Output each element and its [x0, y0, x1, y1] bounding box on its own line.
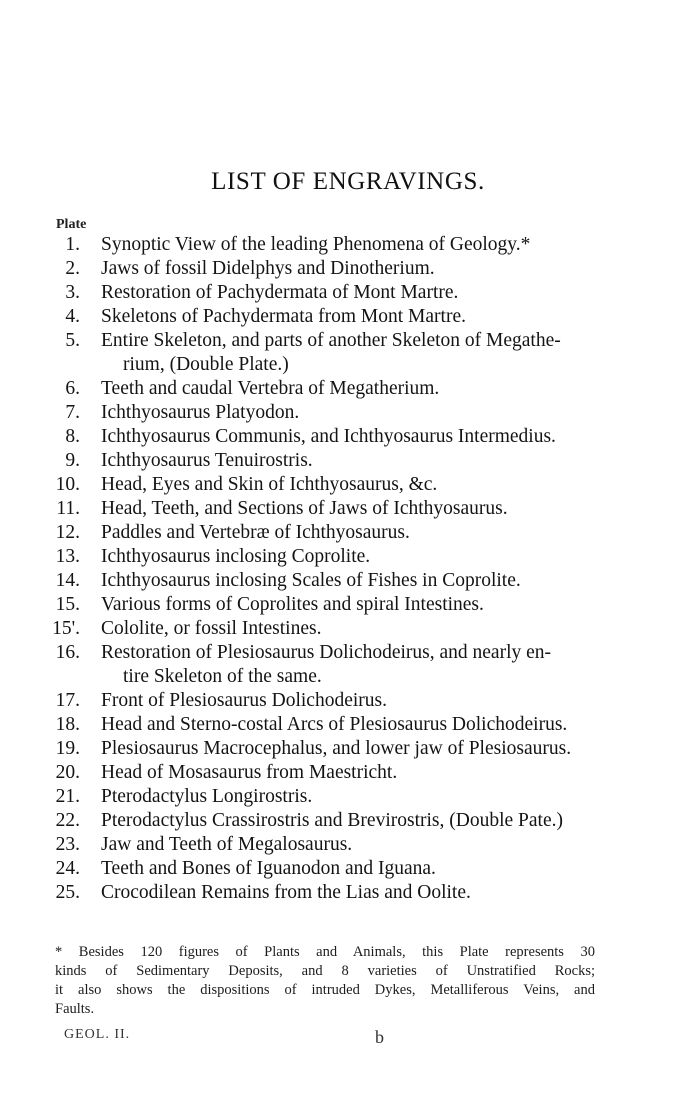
plate-number: 6.	[65, 378, 80, 399]
plate-description: Ichthyosaurus Tenuirostris.	[101, 450, 313, 471]
list-item	[0, 257, 696, 281]
list-item	[0, 521, 696, 545]
plate-description: Entire Skeleton, and parts of another Skeleton of Megathe-	[101, 330, 561, 351]
engravings-list	[0, 233, 696, 905]
list-item	[0, 473, 696, 497]
plate-number: 24.	[55, 858, 80, 879]
plate-description: Ichthyosaurus inclosing Scales of Fishes in Coprolite.	[101, 570, 521, 591]
list-item	[0, 713, 696, 737]
list-item	[0, 497, 696, 521]
plate-number: 21.	[55, 786, 80, 807]
list-item	[0, 329, 696, 377]
plate-number: 5.	[65, 330, 80, 351]
plate-number: 9.	[65, 450, 80, 471]
list-item	[0, 449, 696, 473]
footnote	[55, 943, 595, 1019]
list-item	[0, 617, 696, 641]
plate-description: Head, Teeth, and Sections of Jaws of Ichthyosaurus.	[101, 498, 508, 519]
plate-description: Head of Mosasaurus from Maestricht.	[101, 762, 398, 783]
plate-description-continued: tire Skeleton of the same.	[123, 666, 322, 687]
plate-number: 15'.	[52, 618, 80, 639]
list-item	[0, 593, 696, 617]
plate-description: Paddles and Vertebræ of Ichthyosaurus.	[101, 522, 410, 543]
plate-description: Cololite, or fossil Intestines.	[101, 618, 322, 639]
plate-number: 20.	[55, 762, 80, 783]
plate-number: 1.	[65, 234, 80, 255]
list-item	[0, 233, 696, 257]
plate-description: Restoration of Pachydermata of Mont Martre.	[101, 282, 459, 303]
signature-mark: GEOL. II.	[64, 1027, 131, 1042]
list-item	[0, 281, 696, 305]
plate-number: 7.	[65, 402, 80, 423]
footnote-line: it also shows the dispositions of intruded Dykes, Metalliferous Veins, and	[55, 982, 595, 998]
plate-description: Ichthyosaurus Communis, and Ichthyosaurus Intermedius.	[101, 426, 556, 447]
list-item	[0, 569, 696, 593]
list-item	[0, 377, 696, 401]
list-item	[0, 689, 696, 713]
plate-number: 22.	[55, 810, 80, 831]
plate-description: Teeth and Bones of Iguanodon and Iguana.	[101, 858, 436, 879]
plate-number: 18.	[55, 714, 80, 735]
list-item	[0, 809, 696, 833]
plate-description: Synoptic View of the leading Phenomena of Geology.*	[101, 234, 531, 255]
plate-number: 17.	[55, 690, 80, 711]
plate-number: 12.	[55, 522, 80, 543]
list-item	[0, 545, 696, 569]
plate-description: Plesiosaurus Macrocephalus, and lower jaw of Plesiosaurus.	[101, 738, 572, 759]
list-item	[0, 737, 696, 761]
plate-description: Pterodactylus Longirostris.	[101, 786, 313, 807]
plate-number: 11.	[56, 498, 80, 519]
list-item	[0, 785, 696, 809]
plate-number: 19.	[55, 738, 80, 759]
list-item	[0, 857, 696, 881]
plate-number: 14.	[55, 570, 80, 591]
plate-description: Crocodilean Remains from the Lias and Oolite.	[101, 882, 471, 903]
plate-description: Head, Eyes and Skin of Ichthyosaurus, &c.	[101, 474, 438, 495]
plate-description: Front of Plesiosaurus Dolichodeirus.	[101, 690, 387, 711]
plate-number: 10.	[55, 474, 80, 495]
footnote-line: kinds of Sedimentary Deposits, and 8 varieties of Unstratified Rocks;	[55, 963, 595, 979]
list-item	[0, 833, 696, 857]
plate-number: 4.	[65, 306, 80, 327]
list-item	[0, 401, 696, 425]
plate-number: 16.	[55, 642, 80, 663]
footnote-line: * Besides 120 figures of Plants and Animals, this Plate represents 30	[55, 944, 595, 960]
plate-description: Ichthyosaurus Platyodon.	[101, 402, 300, 423]
list-item	[0, 305, 696, 329]
list-item	[0, 425, 696, 449]
list-item	[0, 881, 696, 905]
plate-number: 8.	[65, 426, 80, 447]
plate-number: 3.	[65, 282, 80, 303]
plate-description: Teeth and caudal Vertebra of Megatherium.	[101, 378, 440, 399]
plate-description: Skeletons of Pachydermata from Mont Martre.	[101, 306, 466, 327]
plate-number: 13.	[55, 546, 80, 567]
plate-description: Jaw and Teeth of Megalosaurus.	[101, 834, 353, 855]
plate-number: 15.	[55, 594, 80, 615]
plate-description: Ichthyosaurus inclosing Coprolite.	[101, 546, 371, 567]
list-item	[0, 641, 696, 689]
plate-description: Head and Sterno-costal Arcs of Plesiosaurus Dolichodeirus.	[101, 714, 568, 735]
list-item	[0, 761, 696, 785]
plate-number: 2.	[65, 258, 80, 279]
page-title: LIST OF ENGRAVINGS.	[211, 168, 485, 195]
plate-number: 25.	[55, 882, 80, 903]
plate-description: Jaws of fossil Didelphys and Dinotherium.	[101, 258, 435, 279]
plate-description-continued: rium, (Double Plate.)	[123, 354, 289, 375]
plate-number: 23.	[55, 834, 80, 855]
footnote-line: Faults.	[55, 1001, 95, 1017]
plate-description: Various forms of Coprolites and spiral Intestines.	[101, 594, 484, 615]
plate-description: Restoration of Plesiosaurus Dolichodeirus, and nearly en-	[101, 642, 552, 663]
plate-column-label: Plate	[56, 217, 87, 232]
plate-description: Pterodactylus Crassirostris and Brevirostris, (Double Pate.)	[101, 810, 563, 831]
gathering-letter: b	[375, 1027, 384, 1047]
